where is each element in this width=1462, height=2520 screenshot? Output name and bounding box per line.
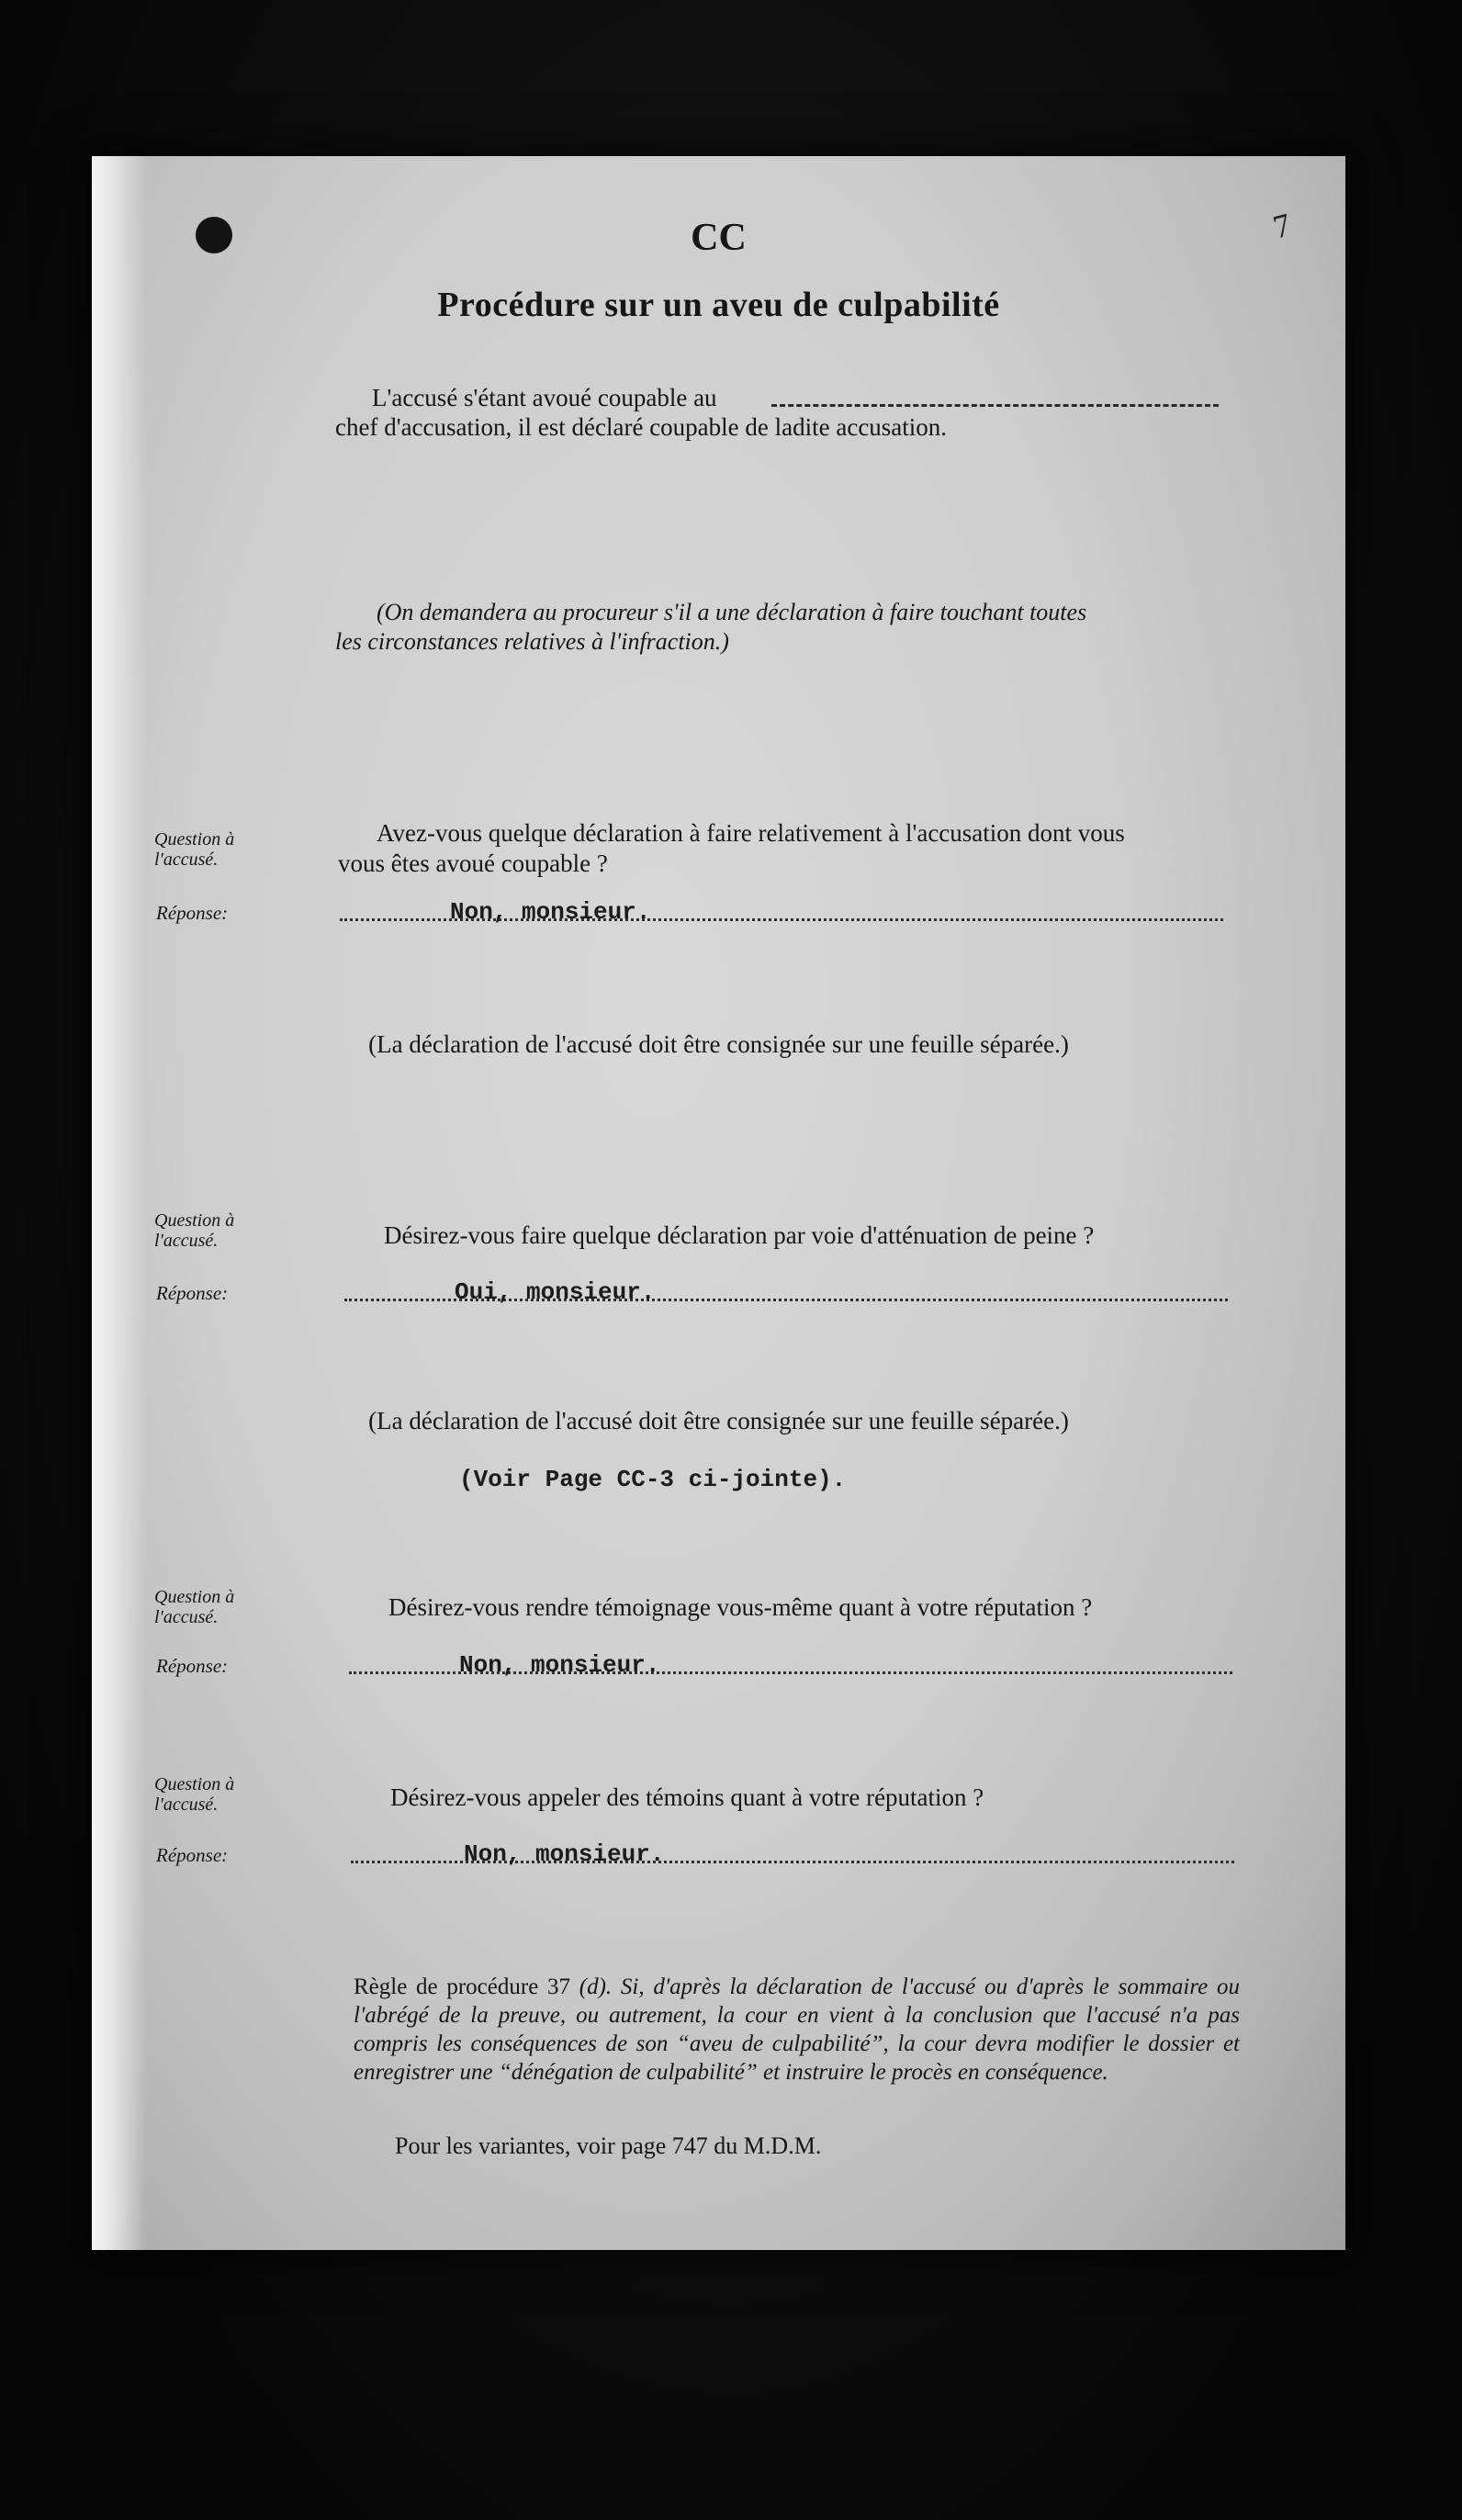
question-4-line-1: Désirez-vous appeler des témoins quant à votre réputation ? xyxy=(390,1783,984,1811)
question-label-3a: Question à xyxy=(154,1587,235,1607)
question-2-line-1: Désirez-vous faire quelque déclaration par voie d'atténuation de peine ? xyxy=(384,1221,1095,1249)
question-label-2b: l'accusé. xyxy=(154,1231,219,1251)
question-label-1a: Question à xyxy=(154,829,235,849)
question-3-line-1: Désirez-vous rendre témoignage vous-même quant à votre réputation ? xyxy=(388,1593,1093,1621)
separate-sheet-note-1: (La déclaration de l'accusé doit être consignée sur une feuille séparée.) xyxy=(368,1030,1069,1058)
rule-ref: (d). xyxy=(579,1974,613,1999)
rule-text: Si, d'après la déclaration de l'accusé ou d'après le sommaire ou l'abrégé de la preuve, ou autrement, la cour en vient à la conclusion que l'accusé n'a pas compris les conséquences de son “aveu de culpabilité”, la cour devra modifier le dossier et enregistrer une “dénégation de culpabilité” et instruire le procès en conséquence. xyxy=(354,1974,1240,2085)
answer-label-2: Réponse: xyxy=(156,1282,229,1304)
question-1-line-2: vous êtes avoué coupable ? xyxy=(338,849,608,877)
prosecutor-note-line-1: (On demandera au procureur s'il a une déclaration à faire touchant toutes xyxy=(377,599,1087,625)
answer-3: Non, monsieur. xyxy=(459,1651,660,1679)
variants-note: Pour les variantes, voir page 747 du M.D.M. xyxy=(395,2132,822,2159)
question-label-4b: l'accusé. xyxy=(154,1794,219,1815)
question-label-2a: Question à xyxy=(154,1210,235,1231)
page-title: Procédure sur un aveu de culpabilité xyxy=(437,286,1000,324)
rule-lead: Règle de procédure 37 xyxy=(354,1974,571,1999)
question-label-3b: l'accusé. xyxy=(154,1607,219,1627)
answer-2: Oui, monsieur. xyxy=(455,1278,656,1306)
prosecutor-note-line-2: les circonstances relatives à l'infraction.) xyxy=(335,628,729,655)
answer-label-4: Réponse: xyxy=(156,1844,229,1866)
procedure-rule xyxy=(354,1973,1240,2087)
plea-line-2: chef d'accusation, il est déclaré coupable de ladite accusation. xyxy=(335,413,948,441)
typed-page-reference: (Voir Page CC-3 ci-jointe). xyxy=(459,1466,847,1493)
answer-label-1: Réponse: xyxy=(156,902,229,924)
answer-4: Non, monsieur. xyxy=(464,1840,665,1868)
count-blank xyxy=(771,404,1219,407)
answer-1: Non, monsieur. xyxy=(450,898,651,926)
corner-mark: 7 xyxy=(1269,206,1295,246)
document-page xyxy=(92,156,1345,2250)
plea-line-1: L'accusé s'étant avoué coupable au xyxy=(372,384,717,411)
page-edge-glare xyxy=(92,156,147,2250)
question-1-line-1: Avez-vous quelque déclaration à faire relativement à l'accusation dont vous xyxy=(377,819,1125,847)
separate-sheet-note-2: (La déclaration de l'accusé doit être consignée sur une feuille séparée.) xyxy=(368,1407,1069,1434)
form-code: CC xyxy=(691,217,747,259)
question-label-1b: l'accusé. xyxy=(154,849,219,870)
answer-label-3: Réponse: xyxy=(156,1655,229,1677)
question-label-4a: Question à xyxy=(154,1774,235,1794)
